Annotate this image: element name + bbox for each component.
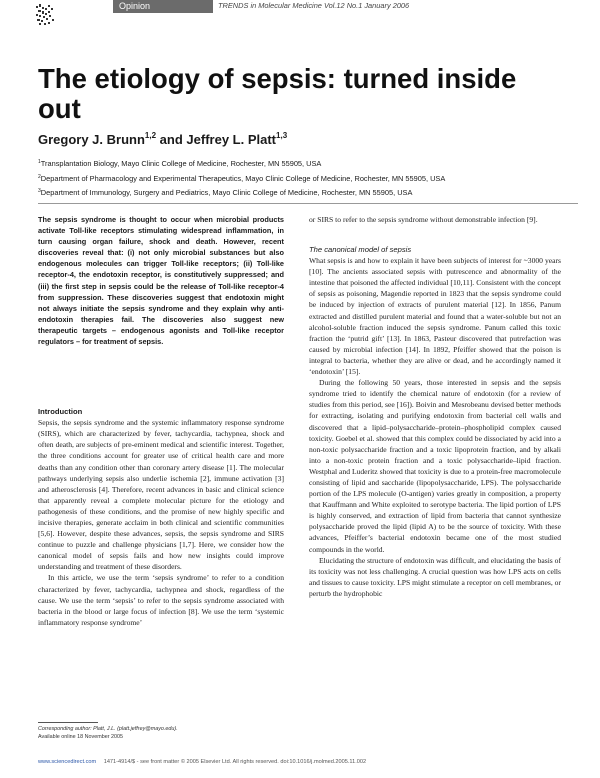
spacer (38, 347, 284, 406)
affiliation-text: Department of Immunology, Surgery and Pediatrics, Mayo Clinic College of Medicine, Rochester, MN 55905, USA (40, 188, 413, 197)
site-link[interactable]: www.sciencedirect.com (38, 759, 97, 765)
affiliation-sup: 2 (38, 173, 41, 180)
author-affil-sup: 1,3 (276, 131, 288, 140)
affiliation-sup: 1 (38, 159, 41, 165)
author-name: Jeffrey L. Platt (186, 132, 277, 147)
abstract: The sepsis syndrome is thought to occur when microbial products activate Toll-like receptors stimulating widespread inflammation, in turn causing organ failure, shock and death. However, recent discoveries reveal that: (i) not only microbial substances but also endogenous molecules can trigger Toll-like receptors; (ii) Toll-like receptor-4, the endotoxin receptor, is constitutively suppressed; and (iii) the first step in sepsis could be the release of Toll-like receptor-4 from suppression. These discoveries suggest that endotoxin might not always initiate the sepsis syndrome and they explain why anti-endotoxin therapies fail. The discoveries also suggest new therapeutic targets – endogenous agonists and Toll-like receptor regulators – for treatment of sepsis. (38, 215, 284, 347)
affiliation (38, 185, 578, 200)
affiliation-text: Transplantation Biology, Mayo Clinic College of Medicine, Rochester, MN 55905, USA (40, 159, 322, 168)
page-header (0, 0, 600, 16)
affiliation-text: Department of Pharmacology and Experimental Therapeutics, Mayo Clinic College of Medicine, Rochester, MN 55905, USA (40, 173, 446, 183)
publisher-logo-icon (36, 4, 106, 28)
spacer (309, 225, 561, 244)
paragraph: What sepsis is and how to explain it have been subjects of interest for ~3000 years [10]. The ancients associated sepsis with putrescence and abnormality of the intestine that poisoned the affected individual [10,11]. Consistent with the concept of sepsis as poisoning, Magendie reported in 1823 that the sepsis syndrome could be induced by injection of extracts of purulent material [12]. In 1856, Panum extracted and distilled purulent material and found that a water-soluble but not an alcohol-soluble fraction induced the sepsis syndrome. Panum called this toxic fraction the ‘putrid gift’ [13]. In 1863, Pasteur discovered that putrefaction was caused by microbial infection [14]. In 1892, Pfeiffer showed that the poison is integral to bacteria, whether they are alive or dead, and he accordingly named it ‘endotoxin’ [15]. (309, 256, 561, 377)
paragraph: During the following 50 years, those interested in sepsis and the sepsis syndrome tried to identify the chemical nature of endotoxin (for a review of studies from this period, see [16]). Boivin and Mesrobeanu devised better methods for extracting, isolating and purifying endotoxin from bacterial cell walls and discovered that a lipid–polysaccharide–protein–phospholipid complex caused toxicity. Goebel et al. showed that this complex could be dissociated by acid into a non-toxic polysaccharide fraction and a toxic lipoprotein fraction, and by alkali into a non-toxic protein fraction and a toxic polysaccharide–lipid fraction. Westphal and Luderitz showed that toxicity is due to a protein-free macromolecule consisting of lipid and saccharide (lipopolysaccharide, LPS). The polysaccharide portion of the LPS molecule (O-antigen) varies greatly in composition, a property that Kauffmann and White exploited to serotype bacteria. The lipid portion of LPS is highly conserved, and extraction of lipid from bacteria that cannot synthesize polysaccharide proved the lipid (lipid A) to be the source of toxicity. With these advances, Pfeiffer’s bacterial endotoxin became one of the most studied compounds in the world. (309, 378, 561, 554)
right-column (309, 214, 561, 599)
available-online-note: Available online 18 November 2005 (38, 734, 124, 740)
page-footer (38, 759, 372, 765)
paragraph: Sepsis, the sepsis syndrome and the systemic inflammatory response syndrome (SIRS), which are characterized by fever, tachycardia, tachypnea, shock and often death, are subjects of pre-eminent medical and scientific interest. Together, the three conditions account for greater use of critical health care and more deaths than any condition other than coronary artery disease [1]. The molecular pathways underlying sepsis also underlie ischemia [2], immune activation [3] and atherosclerosis [4]. Therefore, recent advances in basic and clinical science that apparently reveal a complete molecular picture for the etiology and pathogenesis of these conditions, and the promise of new highly specific and incisive therapies, generate acclaim in both clinical and scientific communities [5,6]. However, despite these advances, sepsis, the sepsis syndrome and SIRS continue to puzzle and challenge physicians [1,7]. Here, we consider how the canonical model of sepsis fails and how new insights could improve understanding and treatment of these disorders. (38, 418, 284, 572)
corresponding-author-note: Corresponding author: Platt, J.L. (platt.jeffrey@mayo.edu). (38, 726, 178, 732)
author-affil-sup: 1,2 (144, 131, 157, 140)
journal-line: TRENDS in Molecular Medicine Vol.12 No.1 January 2006 (218, 1, 410, 10)
subsection-heading: The canonical model of sepsis (309, 245, 412, 255)
affiliation (38, 156, 578, 171)
article-title: The etiology of sepsis: turned inside out (38, 63, 517, 124)
header-divider (38, 203, 578, 204)
section-badge: Opinion (113, 0, 213, 13)
affiliation-sup: 3 (38, 188, 41, 194)
footnote-divider (38, 722, 98, 723)
introduction-heading: Introduction (38, 407, 83, 417)
paragraph: or SIRS to refer to the sepsis syndrome without demonstrable infection [9]. (309, 215, 538, 224)
author-name: Gregory J. Brunn (38, 132, 145, 147)
affiliations (38, 156, 578, 200)
left-column (38, 214, 284, 628)
authors-connector: and (159, 132, 183, 147)
paragraph: Elucidating the structure of endotoxin was difficult, and elucidating the basis of its toxicity was not less challenging. A crucial question was how LPS acts on cells and tissues to cause toxicity. LPS might stimulate a receptor on cell membranes, or perturb the hydrophobic (309, 555, 561, 598)
authors (38, 131, 287, 147)
affiliation (38, 171, 578, 186)
footer-info: 1471-4914/$ - see front matter © 2005 Elsevier Ltd. All rights reserved. doi:10.1016/j.molmed.2005.11.002 (103, 759, 367, 765)
paragraph: In this article, we use the term ‘sepsis syndrome’ to refer to a condition characterized by fever, tachycardia, tachypnea and shock, regardless of the cause. We use the term ‘sepsis’ to refer to the sepsis syndrome associated with bacteria in the blood or large focus of infection [8]. We use the term ‘systemic inflammatory response syndrome’ (38, 573, 284, 627)
